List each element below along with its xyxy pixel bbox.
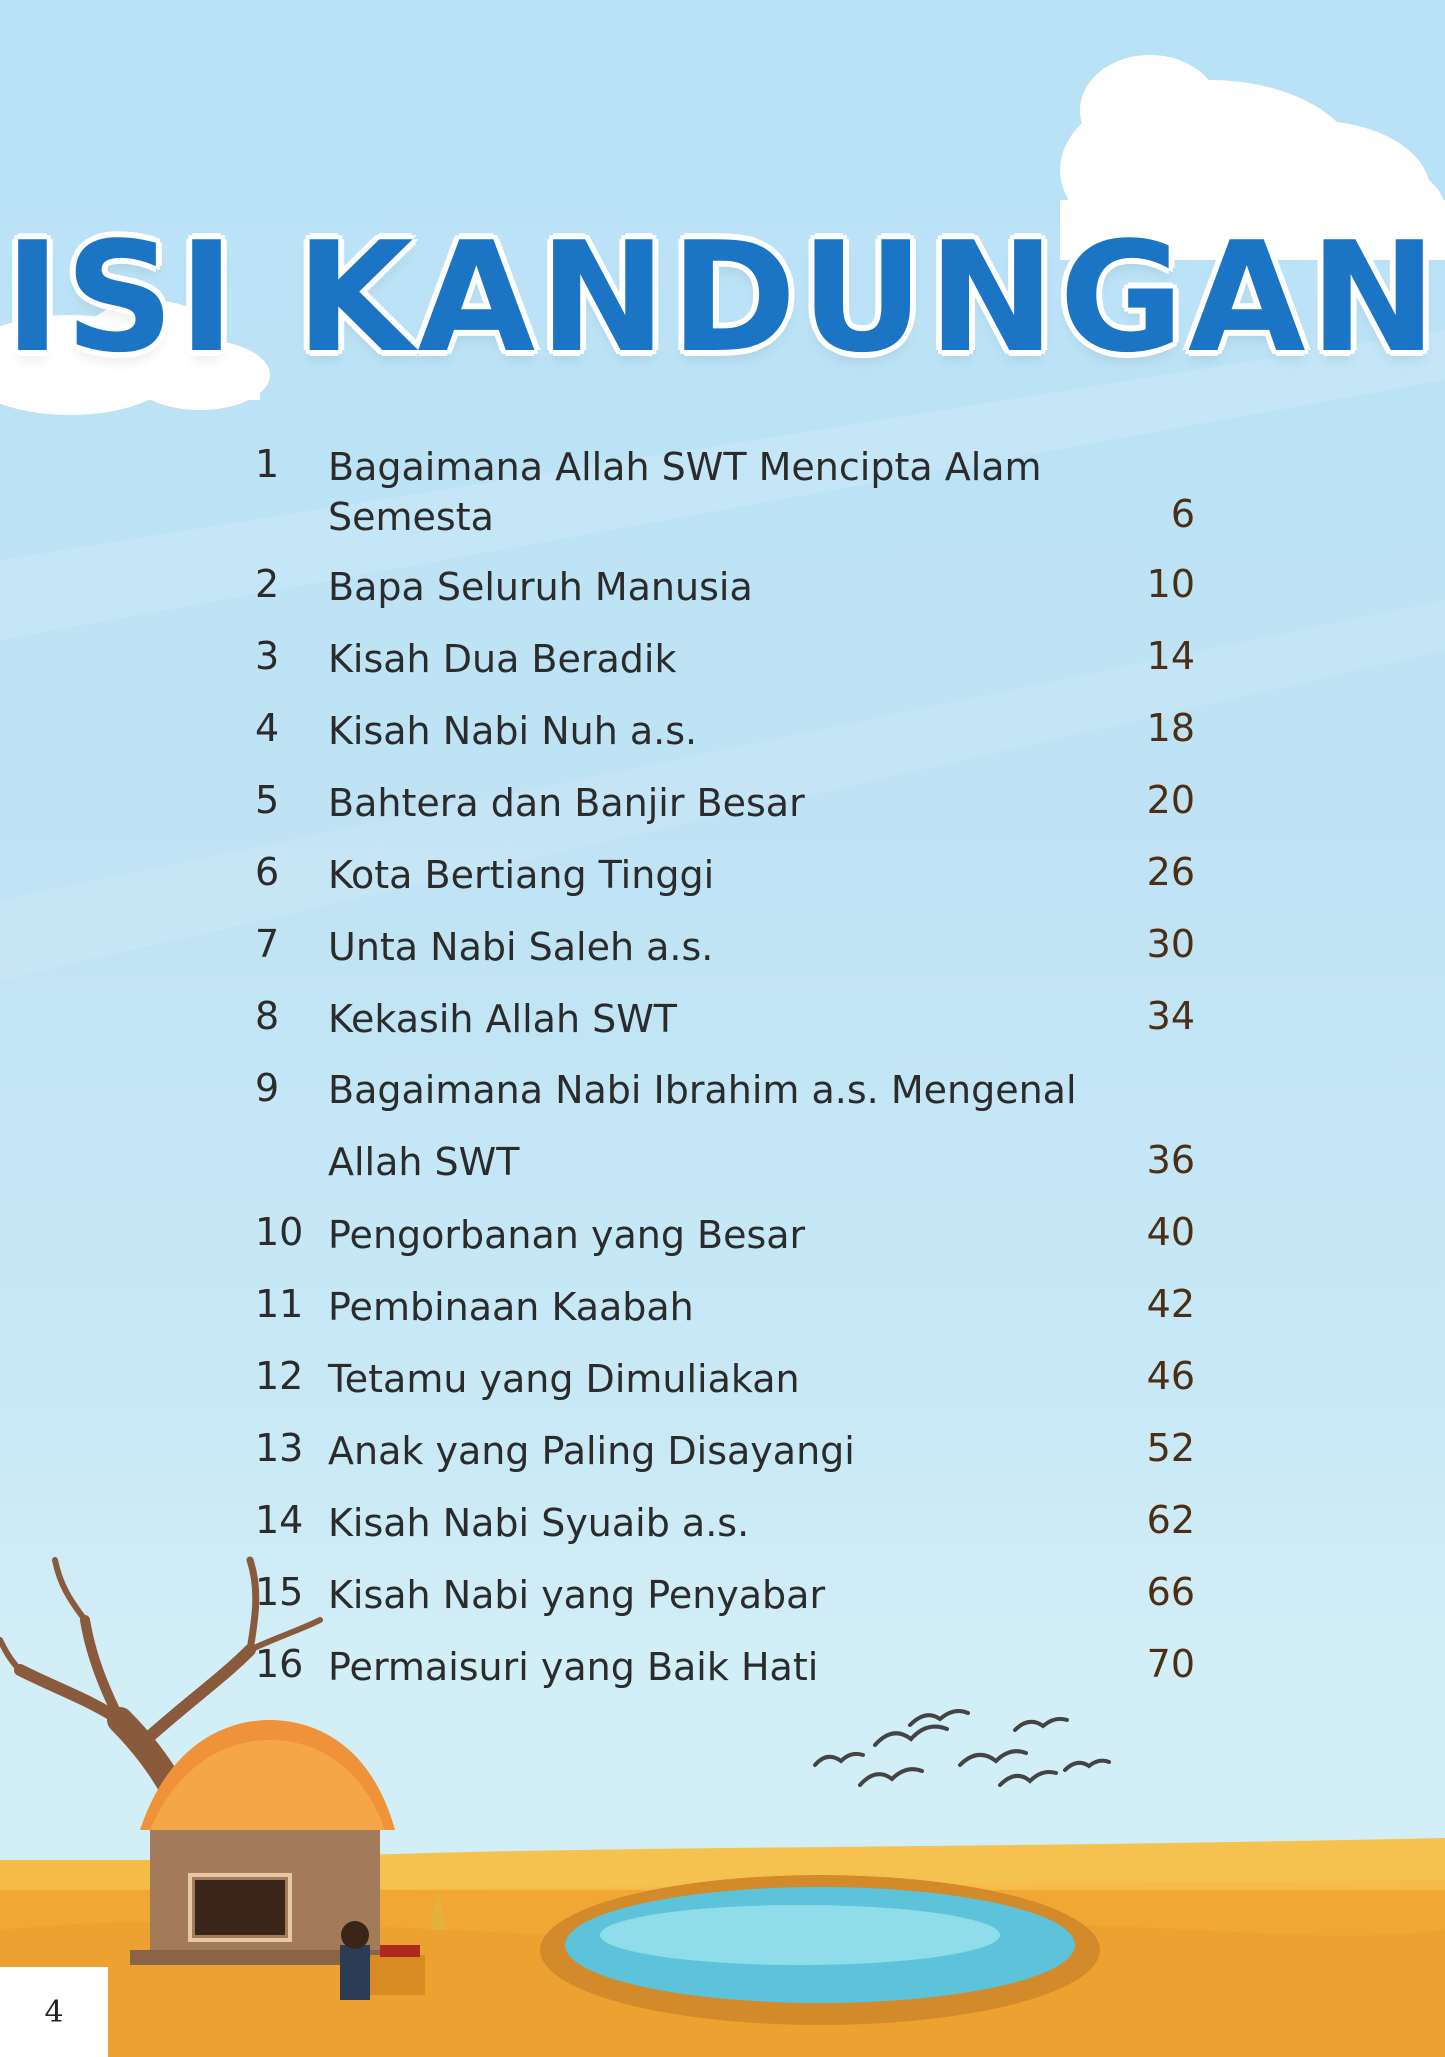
entry-page: 66 xyxy=(1146,1570,1195,1614)
toc-entry[interactable] xyxy=(255,910,1215,982)
entry-number: 1 xyxy=(255,442,280,486)
entry-page: 70 xyxy=(1146,1642,1195,1686)
entry-title: Kisah Nabi Nuh a.s. xyxy=(328,709,698,753)
entry-number: 6 xyxy=(255,850,280,894)
entry-title: Kekasih Allah SWT xyxy=(328,997,678,1041)
toc-entry[interactable] xyxy=(255,1630,1215,1702)
entry-page: 62 xyxy=(1146,1498,1195,1542)
entry-number: 12 xyxy=(255,1354,304,1398)
toc-entry[interactable] xyxy=(255,1270,1215,1342)
toc-entry[interactable] xyxy=(255,838,1215,910)
entry-page: 34 xyxy=(1146,994,1195,1038)
entry-page: 26 xyxy=(1146,850,1195,894)
entry-number: 7 xyxy=(255,922,280,966)
entry-number: 5 xyxy=(255,778,280,822)
entry-title: Permaisuri yang Baik Hati xyxy=(328,1645,819,1689)
entry-title: Kisah Dua Beradik xyxy=(328,637,677,681)
toc-entry[interactable] xyxy=(255,622,1215,694)
entry-title: Bahtera dan Banjir Besar xyxy=(328,781,805,825)
entry-title: Bagaimana Nabi Ibrahim a.s. Mengenal Allah SWT xyxy=(328,1068,1077,1184)
page-title: ISI KANDUNGAN xyxy=(4,208,1441,386)
entry-title: Tetamu yang Dimuliakan xyxy=(328,1357,800,1401)
entry-title: Kisah Nabi Syuaib a.s. xyxy=(328,1501,750,1545)
entry-number: 10 xyxy=(255,1210,304,1254)
entry-title: Pembinaan Kaabah xyxy=(328,1285,694,1329)
entry-number: 14 xyxy=(255,1498,304,1542)
toc-entry[interactable] xyxy=(255,694,1215,766)
entry-number: 4 xyxy=(255,706,280,750)
entry-title: Unta Nabi Saleh a.s. xyxy=(328,925,714,969)
entry-number: 15 xyxy=(255,1570,304,1614)
entry-page: 40 xyxy=(1146,1210,1195,1254)
toc-entry[interactable] xyxy=(255,982,1215,1054)
entry-number: 16 xyxy=(255,1642,304,1686)
entry-title: Kota Bertiang Tinggi xyxy=(328,853,715,897)
toc-entry[interactable] xyxy=(255,1414,1215,1486)
birds xyxy=(815,1711,1109,1785)
entry-page: 6 xyxy=(1170,492,1195,536)
toc-entry[interactable] xyxy=(255,550,1215,622)
entry-page: 36 xyxy=(1146,1138,1195,1182)
entry-page: 30 xyxy=(1146,922,1195,966)
entry-number: 3 xyxy=(255,634,280,678)
entry-title: Bagaimana Allah SWT Mencipta Alam Semesta xyxy=(328,445,1042,539)
table-of-contents xyxy=(255,430,1215,1702)
entry-page: 10 xyxy=(1146,562,1195,606)
entry-title: Anak yang Paling Disayangi xyxy=(328,1429,855,1473)
entry-number: 11 xyxy=(255,1282,304,1326)
entry-title: Bapa Seluruh Manusia xyxy=(328,565,753,609)
toc-entry[interactable] xyxy=(255,1054,1215,1198)
toc-entry[interactable] xyxy=(255,430,1215,550)
toc-entry[interactable] xyxy=(255,766,1215,838)
entry-number: 13 xyxy=(255,1426,304,1470)
toc-entry[interactable] xyxy=(255,1342,1215,1414)
entry-page: 52 xyxy=(1146,1426,1195,1470)
entry-page: 20 xyxy=(1146,778,1195,822)
hut xyxy=(130,1720,410,1965)
entry-number: 9 xyxy=(255,1066,280,1110)
entry-page: 46 xyxy=(1146,1354,1195,1398)
toc-entry[interactable] xyxy=(255,1198,1215,1270)
entry-page: 18 xyxy=(1146,706,1195,750)
toc-entry[interactable] xyxy=(255,1486,1215,1558)
toc-entry[interactable] xyxy=(255,1558,1215,1630)
entry-number: 8 xyxy=(255,994,280,1038)
page-number: 4 xyxy=(0,1967,108,2057)
entry-number: 2 xyxy=(255,562,280,606)
entry-page: 14 xyxy=(1146,634,1195,678)
entry-title: Pengorbanan yang Besar xyxy=(328,1213,806,1257)
entry-title: Kisah Nabi yang Penyabar xyxy=(328,1573,826,1617)
entry-page: 42 xyxy=(1146,1282,1195,1326)
